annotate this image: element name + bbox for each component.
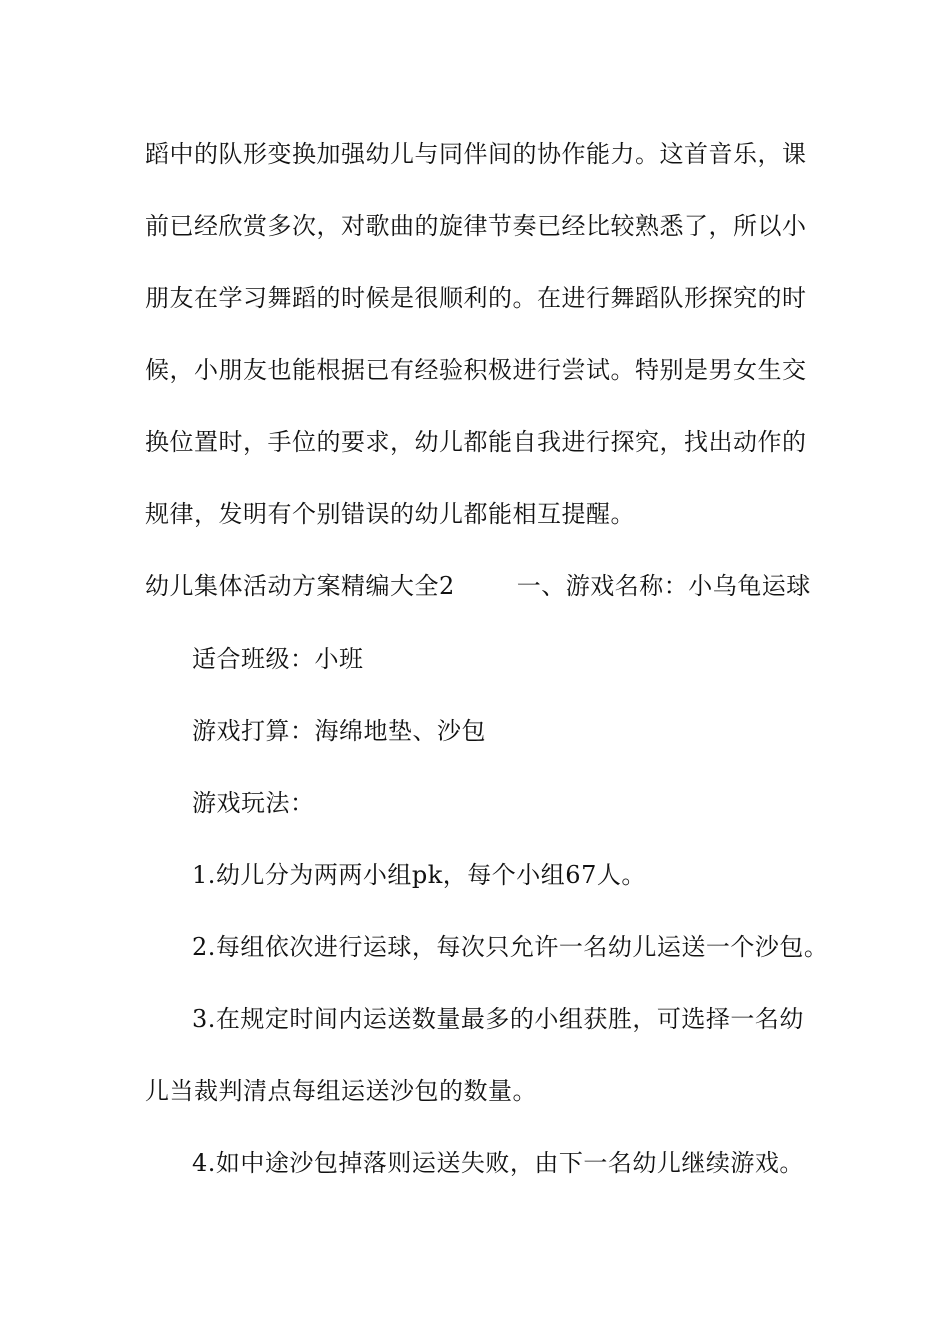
section-title: 幼儿集体活动方案精编大全2	[145, 572, 455, 600]
paragraph-line-1: 蹈中的队形变换加强幼儿与同伴间的协作能力。这首音乐，课	[145, 140, 807, 168]
rule-4: 4.如中途沙包掉落则运送失败，由下一名幼儿继续游戏。	[192, 1149, 804, 1177]
rule-2: 2.每组依次进行运球，每次只允许一名幼儿运送一个沙包。	[192, 933, 829, 961]
section-title-row	[145, 571, 811, 601]
rules-heading: 游戏玩法：	[192, 789, 315, 817]
paragraph-line-4: 候，小朋友也能根据已有经验积极进行尝试。特别是男女生交	[145, 356, 807, 384]
paragraph-line-6: 规律，发明有个别错误的幼儿都能相互提醒。	[145, 500, 635, 528]
rule-1: 1.幼儿分为两两小组pk，每个小组67人。	[192, 861, 646, 889]
paragraph-line-3: 朋友在学习舞蹈的时候是很顺利的。在进行舞蹈队形探究的时	[145, 284, 807, 312]
game-name: 一、游戏名称：小乌龟运球	[516, 572, 811, 600]
paragraph-line-2: 前已经欣赏多次，对歌曲的旋律节奏已经比较熟悉了，所以小	[145, 212, 807, 240]
materials: 游戏打算：海绵地垫、沙包	[192, 717, 486, 745]
paragraph-line-5: 换位置时，手位的要求，幼儿都能自我进行探究，找出动作的	[145, 428, 807, 456]
class-level: 适合班级：小班	[192, 645, 364, 673]
rule-3-line-2: 儿当裁判清点每组运送沙包的数量。	[145, 1077, 537, 1105]
rule-3-line-1: 3.在规定时间内运送数量最多的小组获胜，可选择一名幼	[192, 1005, 804, 1033]
